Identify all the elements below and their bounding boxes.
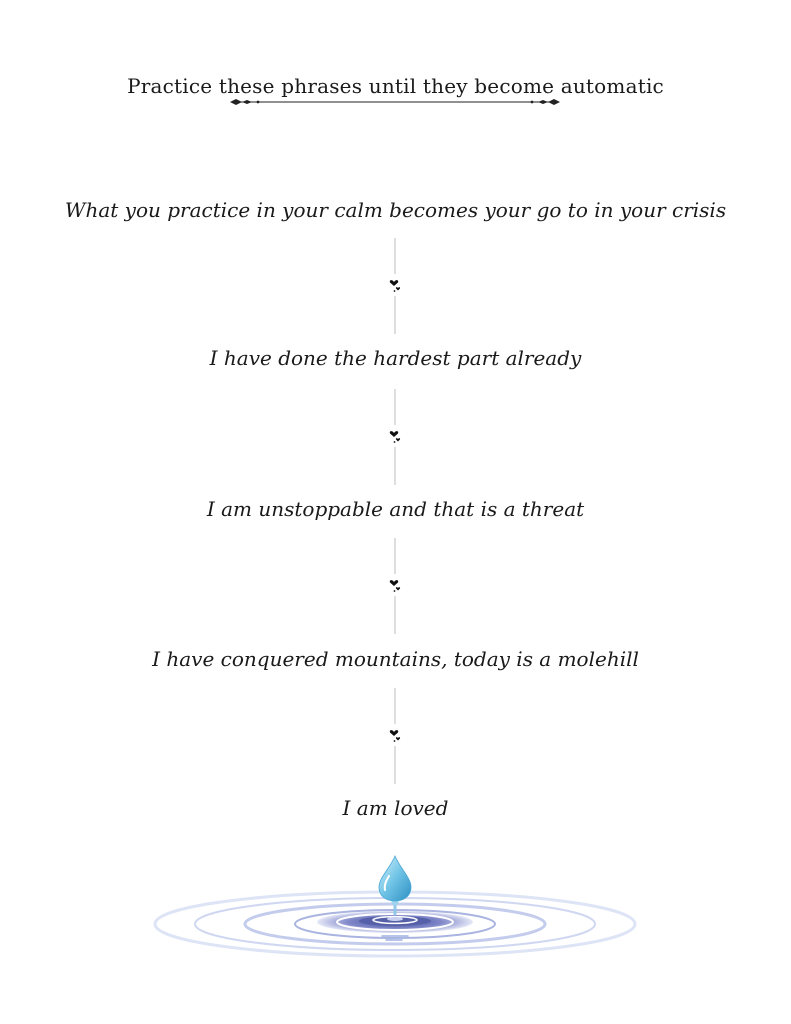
phrase-3: I am unstoppable and that is a threat [206, 497, 585, 521]
connector-3 [385, 538, 405, 634]
phrase-5: I am loved [342, 796, 449, 820]
title-underline-ornament [228, 96, 562, 108]
phrase-1: What you practice in your calm becomes your go to in your crisis [64, 198, 727, 222]
connector-1 [385, 238, 405, 334]
water-drop-icon [150, 852, 640, 962]
page-title: Practice these phrases until they become automatic [127, 74, 664, 98]
phrase-2: I have done the hardest part already [209, 346, 582, 370]
connector-2 [385, 389, 405, 485]
phrase-4: I have conquered mountains, today is a molehill [152, 647, 639, 671]
connector-4 [385, 688, 405, 784]
